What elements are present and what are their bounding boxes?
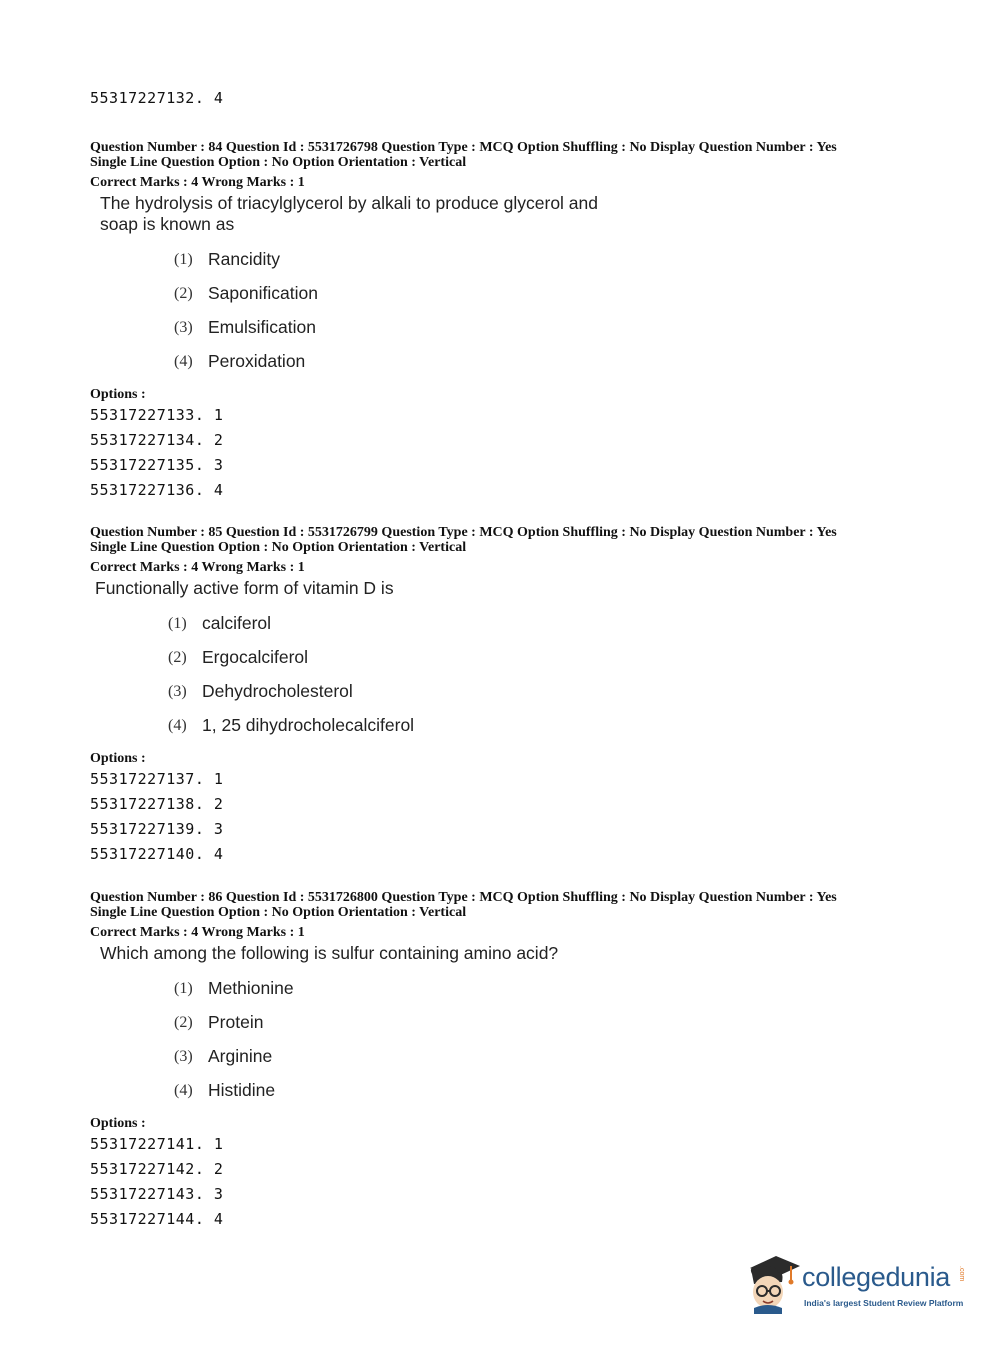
- choice-item: [168, 715, 950, 749]
- option-row: [90, 428, 950, 453]
- option-id: 55317227136.: [90, 481, 205, 499]
- option-row: [90, 1207, 950, 1232]
- question-marks: Correct Marks : 4 Wrong Marks : 1: [90, 560, 305, 575]
- option-value: 4: [213, 1210, 224, 1228]
- choice-item: [174, 1012, 950, 1046]
- option-value: 2: [213, 795, 224, 813]
- choice-item: [174, 351, 950, 385]
- choice-text: Saponification: [208, 283, 318, 303]
- choice-number: (4): [174, 1082, 193, 1099]
- choice-text: Emulsification: [208, 317, 316, 337]
- choice-item: [174, 1046, 950, 1080]
- choice-number: (1): [174, 980, 193, 997]
- student-mascot-icon: [742, 1252, 802, 1314]
- choice-item: [174, 978, 950, 1012]
- choice-item: [174, 317, 950, 351]
- option-value: 3: [213, 456, 224, 474]
- option-id: 55317227133.: [90, 406, 205, 424]
- option-value: 1: [213, 406, 224, 424]
- question-block-86: [90, 890, 950, 1232]
- collegedunia-logo[interactable]: [742, 1252, 972, 1314]
- choice-number: (2): [174, 1014, 193, 1031]
- choice-number: (3): [168, 683, 187, 700]
- choice-text: Dehydrocholesterol: [202, 681, 353, 701]
- option-value: 3: [213, 820, 224, 838]
- option-row: [90, 1132, 950, 1157]
- logo-wordmark: collegedunia: [802, 1262, 951, 1292]
- option-value: 1: [213, 770, 224, 788]
- choice-number: (4): [174, 353, 193, 370]
- choice-number: (3): [174, 319, 193, 336]
- question-meta: Question Number : 84 Question Id : 5531726798 Question Type : MCQ Option Shuffling : No Display Question Number : Yes: [90, 140, 837, 155]
- option-id: 55317227143.: [90, 1185, 205, 1203]
- options-label: Options :: [90, 751, 146, 766]
- option-value: 3: [213, 1185, 224, 1203]
- choice-text: Protein: [208, 1012, 264, 1032]
- option-row: [90, 478, 950, 503]
- option-value: 4: [213, 89, 224, 107]
- choice-list: [90, 613, 950, 749]
- choice-text: Histidine: [208, 1080, 276, 1100]
- options-label: Options :: [90, 1116, 146, 1131]
- choice-item: [168, 613, 950, 647]
- choice-number: (2): [174, 285, 193, 302]
- question-block-85: [90, 525, 950, 867]
- question-meta: Question Number : 85 Question Id : 5531726799 Question Type : MCQ Option Shuffling : No Display Question Number : Yes: [90, 525, 837, 540]
- question-meta: Question Number : 86 Question Id : 5531726800 Question Type : MCQ Option Shuffling : No Display Question Number : Yes: [90, 890, 837, 905]
- option-row: [90, 453, 950, 478]
- choice-text: Rancidity: [208, 249, 280, 269]
- option-id: 55317227132.: [90, 89, 205, 107]
- question-text: Functionally active form of vitamin D is: [95, 578, 394, 598]
- choice-text: Peroxidation: [208, 351, 306, 371]
- choice-text: Ergocalciferol: [202, 647, 309, 667]
- choice-number: (4): [168, 717, 187, 734]
- option-row: [90, 403, 950, 428]
- option-row: [90, 817, 950, 842]
- option-value: 2: [213, 1160, 224, 1178]
- options-label: Options :: [90, 387, 146, 402]
- option-id: 55317227140.: [90, 845, 205, 863]
- option-id: 55317227139.: [90, 820, 205, 838]
- choice-item: [174, 1080, 950, 1114]
- choice-number: (1): [174, 251, 193, 268]
- option-id: 55317227137.: [90, 770, 205, 788]
- option-value: 2: [213, 431, 224, 449]
- choice-item: [174, 249, 950, 283]
- choice-text: 1, 25 dihydrocholecalciferol: [202, 715, 415, 735]
- question-text: Which among the following is sulfur containing amino acid?: [100, 943, 559, 963]
- question-meta-orientation: Single Line Question Option : No Option Orientation : Vertical: [90, 905, 467, 920]
- question-text: The hydrolysis of triacylglycerol by alkali to produce glycerol and soap is known as: [100, 193, 599, 234]
- question-marks: Correct Marks : 4 Wrong Marks : 1: [90, 925, 305, 940]
- option-id: 55317227141.: [90, 1135, 205, 1153]
- previous-option-line: [90, 89, 223, 107]
- choice-list: [90, 978, 950, 1114]
- option-row: [90, 1157, 950, 1182]
- choice-number: (1): [168, 615, 187, 632]
- question-marks: Correct Marks : 4 Wrong Marks : 1: [90, 175, 305, 190]
- choice-list: [90, 249, 950, 385]
- option-row: [90, 842, 950, 867]
- choice-item: [174, 283, 950, 317]
- question-block-84: [90, 140, 950, 503]
- option-row: [90, 1182, 950, 1207]
- option-value: 1: [213, 1135, 224, 1153]
- logo-tagline: India's largest Student Review Platform: [804, 1298, 964, 1308]
- choice-text: calciferol: [202, 613, 272, 633]
- choice-text: Arginine: [208, 1046, 273, 1066]
- option-id: 55317227138.: [90, 795, 205, 813]
- option-id: 55317227142.: [90, 1160, 205, 1178]
- question-meta-orientation: Single Line Question Option : No Option Orientation : Vertical: [90, 155, 467, 170]
- option-value: 4: [213, 481, 224, 499]
- choice-number: (3): [174, 1048, 193, 1065]
- option-value: 4: [213, 845, 224, 863]
- logo-domain-suffix: .com: [958, 1266, 965, 1282]
- option-row: [90, 767, 950, 792]
- choice-text: Methionine: [208, 978, 294, 998]
- option-id: 55317227144.: [90, 1210, 205, 1228]
- option-id: 55317227134.: [90, 431, 205, 449]
- question-meta-orientation: Single Line Question Option : No Option Orientation : Vertical: [90, 540, 467, 555]
- option-row: [90, 792, 950, 817]
- choice-number: (2): [168, 649, 187, 666]
- option-id: 55317227135.: [90, 456, 205, 474]
- choice-item: [168, 681, 950, 715]
- choice-item: [168, 647, 950, 681]
